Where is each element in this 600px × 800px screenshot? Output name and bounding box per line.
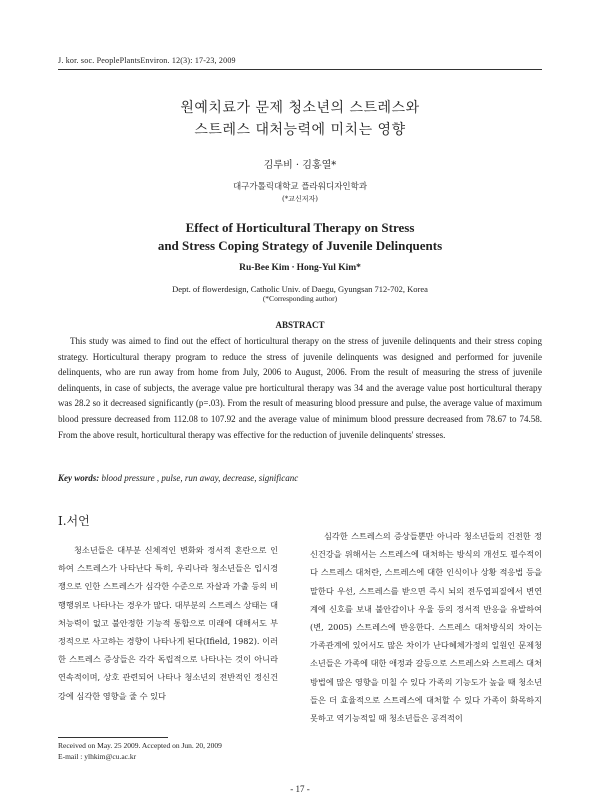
abstract-heading: ABSTRACT — [275, 320, 325, 330]
section-heading: Ⅰ.서언 — [58, 514, 90, 528]
abstract-body: This study was aimed to find out the effect of horticultural therapy on the stress of juvenile delinquents and their stress coping strategy. Horticultural therapy program to reduce the stress of juvenile delinquents was designed and performed for juvenile delinquents, who are run away from home from July, 2006 to August, 2006. From the result of measuring the stress of juvenile delinquents, in case of subjects, the average value pre horticultural therapy was 34 and the average value post horticultural therapy was 28.2 so it decreased significantly (p=.03). From the result of measuring blood pressure and pulse, the average value of maximum blood pressure decreased from 112.08 to 107.92 and the average value of minimum blood pressure decreased from 78.67 to 74.58. From the above result, horticultural therapy was effective for the reduction of juvenile delinquents' stresses. — [58, 336, 542, 440]
page-number: - 17 - — [290, 784, 310, 794]
keywords-label: Key words: — [58, 473, 100, 483]
journal-header: J. kor. soc. PeoplePlantsEnviron. 12(3): 17-23, 2009 — [58, 56, 236, 65]
footnote-rule — [58, 737, 168, 738]
title-en-line-2: and Stress Coping Strategy of Juvenile Delinquents — [157, 238, 443, 253]
affiliation-en: Dept. of flowerdesign, Catholic Univ. of Daegu, Gyungsan 712-702, Korea — [172, 284, 428, 294]
affiliation-ko: 대구가톨릭대학교 플라워디자인학과 — [232, 182, 368, 192]
footnote-received: Received on May. 25 2009. Accepted on Jun. 20, 2009 — [58, 741, 222, 750]
footnote-email: E-mail : ylhkim@cu.ac.kr — [58, 752, 137, 761]
title-en-line-1: Effect of Horticultural Therapy on Stress — [185, 220, 415, 235]
title-ko-line-1: 원예치료가 문제 청소년의 스트레스와 — [180, 100, 420, 116]
keywords-list: blood pressure , pulse, run away, decrease, significanc — [101, 473, 299, 483]
authors-ko: 김루비 · 김홍열* — [263, 160, 337, 171]
header-rule — [58, 69, 542, 70]
right-column-text: 심각한 스트레스의 증상들뿐만 아니라 청소년들의 건전한 정신건강을 위해서는 스트레스에 대처하는 방식의 개선도 필수적이다 스트레스 대처란, 스트레스에 대한 인식이나 상황 적응법 등을 말한다 우선, 스트레스를 받으면 즉시 뇌의 전두엽피질에서 변연계에 신호를 보내 불안감이나 우울 등의 정서적 반응을 유발하여(변, 2005) 스트레스에 반응한다. 스트레스 대처방식의 차이는 가족관계에 있어서도 많은 차이가 난다혜체가정의 일원인 문제청소년들은 가족에 대한 애정과 갈등으로 스트레스와 스트레스 대처방법에 많은 영향을 미칠 수 있다 가족의 기능도가 높을 때 청소년들은 더 효율적으로 스트레스에 대처할 수 있다 가족이 화목하지 못하고 역기능적일 때 청소년들은 공격적이 — [310, 531, 542, 724]
keywords — [58, 473, 298, 483]
corresponding-ko: (*교신저자) — [281, 195, 318, 203]
left-column-text: 청소년들은 대부분 신체적인 변화와 정서적 혼란으로 인하여 스트레스가 나타난다 특히, 우리나라 청소년들은 입시경쟁으로 인한 스트레스가 심각한 수준으로 자살과 가출 등의 비행행위로 나타나는 경우가 많다. 대부분의 스트레스 상태는 대처능력이 없고 불안정한 기능적 통합으로 미래에 대해서도 부정적으로 사고하는 경향이 나타나게 된다(Ifield, 1982). 이러한 스트레스 증상들은 각각 독립적으로 나타나는 것이 아니라 연속적이며, 상호 관련되어 나타나 청소년의 전반적인 정신건강에 심각한 영향을 줄 수 있다 — [58, 545, 278, 701]
title-ko-line-2: 스트레스 대처능력에 미치는 영향 — [194, 122, 406, 138]
corresponding-en: (*Corresponding author) — [262, 294, 338, 303]
authors-en: Ru-Bee Kim ∙ Hong-Yul Kim* — [239, 263, 361, 273]
